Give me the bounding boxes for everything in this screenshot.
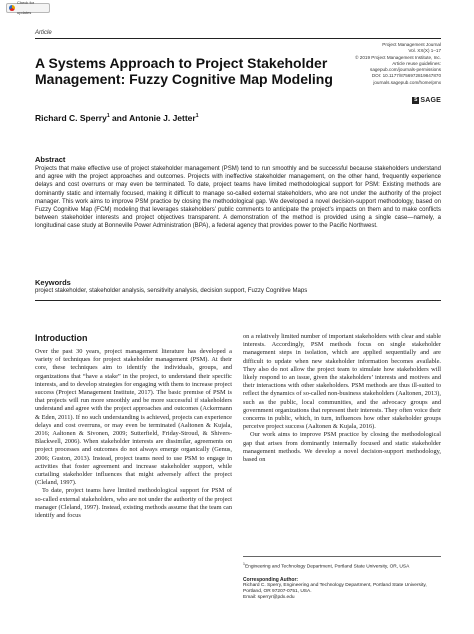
keywords-rule xyxy=(35,300,441,301)
introduction-heading: Introduction xyxy=(35,333,88,343)
journal-doi[interactable]: DOI: 10.1177/8756972819847870 xyxy=(371,73,441,79)
keywords-list: project stakeholder, stakeholder analysis, sensitivity analysis, decision support, Fuzzy Cognitive Maps xyxy=(35,288,308,294)
journal-home-link[interactable]: journals.sagepub.com/home/pmx xyxy=(373,79,441,85)
left-column xyxy=(35,348,232,520)
affiliation-text: Engineering and Technology Department, Portland State University, OR, USA xyxy=(244,564,410,570)
abstract-heading: Abstract xyxy=(35,155,66,164)
keywords-heading: Keywords xyxy=(35,278,71,287)
check-for-updates-badge[interactable] xyxy=(6,0,50,15)
journal-copyright: © 2019 Project Management Institute, Inc. xyxy=(355,54,441,60)
corresponding-address: Richard C. Sperry, Engineering and Technology Department, Portland State University, Portland, OR 97207-0751, USA. xyxy=(243,583,427,595)
journal-reuse: Article reuse guidelines: xyxy=(392,60,441,66)
paper-title: A Systems Approach to Project Stakeholder Management: Fuzzy Cognitive Map Modeling xyxy=(35,55,333,87)
corresponding-heading: Corresponding Author: xyxy=(243,577,299,583)
publisher-name: SAGE xyxy=(420,97,441,104)
abstract-body: Projects that make effective use of project stakeholder management (PSM) tend to run smoothly and be successful because stakeholders understand and agree with the project approaches and outcomes. Projects with ineffective stakeholder management, on the other hand, frequently experience delays and cost overruns or may even be terminated. To date, project teams have limited methodological support for PSM: Existing methods are dominantly static and internally focused, making it difficult to manage so-called external stakeholders, who are not under the authority of the project manager. This work aims to improve PSM practice by closing the methodological gap. We developed a novel decision-support methodology, based on Fuzzy Cognitive Map (FCM) modeling that leverages stakeholders’ public comments to anticipate the project’s impacts on them and to make conflicts between stakeholder interests and project objectives transparent. A demonstration of the method is provided using a single case—namely, a longitudinal case study at Bonneville Power Administration (BPA), a federal agency that provides power to the Pacific Northwest. xyxy=(35,166,441,230)
affiliation-footnote xyxy=(243,561,441,571)
article-type-label: Article xyxy=(35,30,52,36)
affiliation-mark: 1 xyxy=(243,562,245,566)
journal-name: Project Management Journal xyxy=(382,42,441,47)
body-paragraph: To date, project teams have limited methodological support for PSM of so-called external stakeholders, who are not under the authority of the project manager (Cleland, 1997). Instead, existing methods assume that the team can identify and focus xyxy=(35,487,232,520)
body-paragraph: Our work aims to improve PSM practice by closing the methodological gap that arises from dominantly internally focused and static stakeholder management methods. We develop a novel decision-support methodology, based on xyxy=(243,431,441,464)
author-affiliation-mark: 1 xyxy=(195,113,199,120)
author-joiner: and xyxy=(109,113,130,123)
sage-logo-icon: S xyxy=(414,97,418,103)
right-column xyxy=(243,333,441,464)
check-for-updates-label: Check for updates xyxy=(17,0,35,15)
author-name: Richard C. Sperry xyxy=(35,113,107,123)
header-rule xyxy=(35,38,441,39)
publisher-logo xyxy=(412,97,441,104)
body-paragraph: on a relatively limited number of important stakeholders with clear and stable interests. Accordingly, PSM methods focus on single stakeholder management steps in isolation, which are applied sequentially and are difficult to update when new stakeholder information becomes available. They also do not allow the project team to simulate how stakeholders will likely respond to an issue, given the stakeholders’ interests and motives and their interactions with other stakeholders. PSM methods are thus ill-suited to reflect the dynamics of so-called non-business stakeholders (Aaltonen, 2013), such as the public, local communities, and the advocacy groups and government organizations that represent their interests. They often voice their concerns in public, which, in turn, influences how other stakeholder groups perceive project success (Aaltonen & Kujala, 2016). xyxy=(243,333,441,431)
author-affiliation-mark: 1 xyxy=(106,113,110,120)
corresponding-author xyxy=(243,577,441,601)
corresponding-email[interactable]: Email: sperryr@pdx.edu xyxy=(243,595,295,601)
journal-volume: Vol. XX(X) 1–17 xyxy=(408,48,441,54)
author-name: Antonie J. Jetter xyxy=(129,113,196,123)
footnote-rule xyxy=(243,556,441,557)
author-list xyxy=(35,113,199,123)
body-paragraph: Over the past 30 years, project management literature has developed a variety of techniques for project stakeholder management (PSM). At their core, these techniques aim to identify the individuals, groups, and organizations that “have a stake” in the project, to understand their specific interests, and to develop strategies for engaging with them to increase project success (Project Management Institute, 2017). The basic premise of PSM is that projects will run more smoothly and be more successful if stakeholders understand and agree with the project approaches and outcomes (Ackermann & Eden, 2011). If no such understanding is achieved, projects can experience delays and cost overruns, or may even be terminated (Aaltonen & Kujala, 2016; Aaltonen & Sivonen, 2009; Sutterfield, Friday-Stroud, & Shivers-Blackwell, 2006). When stakeholder interests are dissimilar, agreements on project processes and outcomes do not always emerge organically (Genus, 2006; Guston, 2013). Instead, project teams need to use PSM to engage in activities that foster agreement and increase stakeholder support, while curtailing stakeholder influences that might adversely affect the project (Cleland, 1997). xyxy=(35,348,232,487)
crossmark-icon xyxy=(9,5,15,11)
journal-permissions-link[interactable]: sagepub.com/journals-permissions xyxy=(370,67,441,73)
